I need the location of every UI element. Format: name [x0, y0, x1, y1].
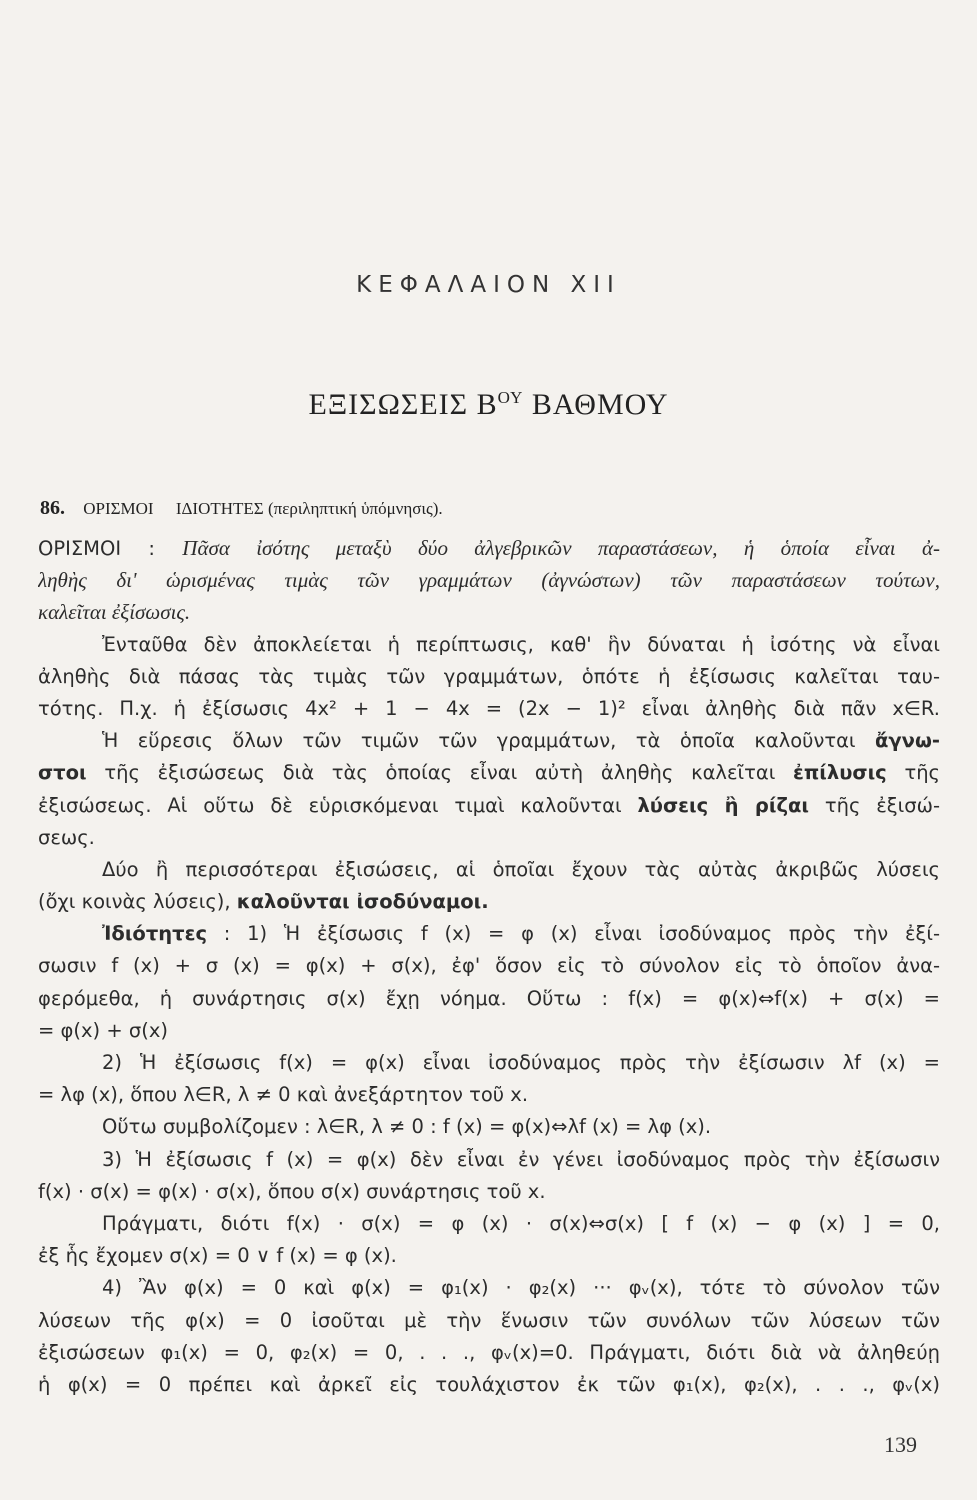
- title-rest: ΒΑΘΜΟΥ: [523, 388, 669, 421]
- text-line: ἀληθὴς διὰ πάσας τὰς τιμὰς τῶν γραμμάτων, ὁπότε ἡ ἐξίσωσις καλεῖται ταυ-: [38, 664, 940, 688]
- text-span: τῆς ἐξισώσεως διὰ τὰς ὁποίας εἶναι αὐτὴ ἀληθὴς καλεῖται: [86, 761, 794, 785]
- section-part-properties: ΙΔΙΟΤΗΤΕΣ: [175, 499, 264, 518]
- text-span: (ὄχι κοινὰς λύσεις),: [38, 890, 237, 914]
- text-line: Πράγματι, διότι f(x) · σ(x) = φ (x) · σ(x)⇔σ(x) [ f (x) − φ (x) ] = 0,: [102, 1211, 940, 1235]
- bold-term: ἄγνω-: [874, 729, 940, 753]
- text-line: [38, 918, 940, 950]
- text-line: 2) Ἡ ἐξίσωσις f(x) = φ(x) εἶναι ἰσοδύναμος πρὸς τὴν ἐξίσωσιν λf (x) =: [102, 1051, 940, 1074]
- text-line: ληθὴς δι' ὡρισμένας τιμὰς τῶν γραμμάτων (ἀγνώστων) τῶν παραστάσεων τούτων,: [38, 568, 940, 593]
- text-line: 3) Ἡ ἐξίσωσις f (x) = φ(x) δὲν εἶναι ἐν γένει ἰσοδύναμος πρὸς τὴν ἐξίσωσιν: [102, 1147, 940, 1171]
- text-line: f(x) · σ(x) = φ(x) · σ(x), ὅπου σ(x) συνάρτησις τοῦ x.: [38, 1179, 546, 1203]
- section-note: (περιληπτική ὑπόμνησις).: [267, 499, 443, 518]
- bold-term: καλοῦνται ἰσοδύναμοι.: [236, 890, 489, 914]
- properties-label: Ἰδιότητες: [102, 922, 208, 946]
- text-line: φερόμεθα, ἡ συνάρτησις σ(x) ἔχῃ νόημα. Οὕτω : f(x) = φ(x)⇔f(x) + σ(x) =: [38, 986, 940, 1010]
- text-line: καλεῖται ἐξίσωσις.: [38, 600, 191, 625]
- text-line: 4) Ἂν φ(x) = 0 καὶ φ(x) = φ₁(x) · φ₂(x) ··· φᵥ(x), τότε τὸ σύνολον τῶν: [102, 1276, 940, 1300]
- section-number: 86.: [40, 497, 65, 519]
- text-span: τῆς: [886, 761, 940, 785]
- text-span: : 1) Ἡ ἐξίσωσις f (x) = φ (x) εἶναι ἰσοδύναμος πρὸς τὴν ἐξί-: [207, 922, 940, 946]
- chapter-title: [0, 388, 977, 422]
- text-span: τῆς ἐξισώ-: [809, 793, 940, 817]
- page-number: 139: [884, 1432, 917, 1457]
- text-line: = φ(x) + σ(x): [38, 1018, 169, 1042]
- text-line: = λφ (x), ὅπου λ∈R, λ ≠ 0 καὶ ἀνεξάρτητον τοῦ x.: [38, 1083, 529, 1107]
- text-line: λύσεων τῆς φ(x) = 0 ἰσοῦται μὲ τὴν ἕνωσιν τῶν συνόλων τῶν λύσεων τῶν: [38, 1308, 940, 1332]
- bold-term: ἐπίλυσις: [793, 761, 887, 785]
- text-span: ἐξισώσεως. Αἱ οὕτω δὲ εὑρισκόμεναι τιμαὶ καλοῦνται: [38, 793, 638, 817]
- text-line: Οὕτω συμβολίζομεν : λ∈R, λ ≠ 0 : f (x) = φ(x)⇔λf (x) = λφ (x).: [102, 1115, 712, 1139]
- definitions-label: ΟΡΙΣΜΟΙ :: [38, 537, 183, 560]
- text-line: ἐξ ἧς ἔχομεν σ(x) = 0 ∨ f (x) = φ (x).: [38, 1244, 397, 1268]
- text-span: Ἡ εὕρεσις ὅλων τῶν τιμῶν τῶν γραμμάτων, τὰ ὁποῖα καλοῦνται: [102, 729, 875, 753]
- text-line: [38, 790, 940, 822]
- text-line: [38, 532, 940, 564]
- body-text: [38, 532, 940, 1401]
- text-line: [38, 757, 940, 789]
- chapter-heading: ΚΕΦΑΛΑΙΟΝ XII: [356, 272, 621, 298]
- text-line: σεως.: [38, 825, 95, 849]
- text-line: τότης. Π.χ. ἡ ἐξίσωσις 4x² + 1 − 4x = (2x − 1)² εἶναι ἀληθὴς διὰ πᾶν x∈R.: [38, 696, 940, 720]
- text-line: Ἐνταῦθα δὲν ἀποκλείεται ἡ περίπτωσις, καθ' ἣν δύναται ἡ ἰσότης νὰ εἶναι: [102, 632, 940, 656]
- text-line: [38, 725, 940, 757]
- text-line: Δύο ἢ περισσότεραι ἐξισώσεις, αἱ ὁποῖαι ἔχουν τὰς αὐτὰς ἀκριβῶς λύσεις: [102, 857, 940, 881]
- definition-text: Πᾶσα ἰσότης μεταξὺ δύο ἀλγεβρικῶν παραστάσεων, ἡ ὁποία εἶναι ἀ-: [182, 536, 940, 560]
- text-line: [38, 886, 940, 918]
- bold-term: στοι: [38, 761, 87, 785]
- text-line: σωσιν f (x) + σ (x) = φ(x) + σ(x), ἐφ' ὅσον εἰς τὸ σύνολον εἰς τὸ ὁποῖον ἀνα-: [38, 954, 940, 978]
- bold-term: λύσεις ἢ ρίζαι: [637, 793, 809, 817]
- text-line: ἐξισώσεων φ₁(x) = 0, φ₂(x) = 0, . . ., φᵥ(x)=0. Πράγματι, διότι διὰ νὰ ἀληθεύῃ: [38, 1340, 940, 1364]
- section-heading: [40, 497, 940, 520]
- title-main: ΕΞΙΣΩΣΕΙΣ B: [308, 388, 498, 421]
- section-part-definitions: ΟΡΙΣΜΟΙ: [83, 499, 154, 518]
- title-superscript: ΟΥ: [497, 388, 524, 407]
- text-line: ἡ φ(x) = 0 πρέπει καὶ ἀρκεῖ εἰς τουλάχιστον ἐκ τῶν φ₁(x), φ₂(x), . . ., φᵥ(x): [38, 1372, 940, 1396]
